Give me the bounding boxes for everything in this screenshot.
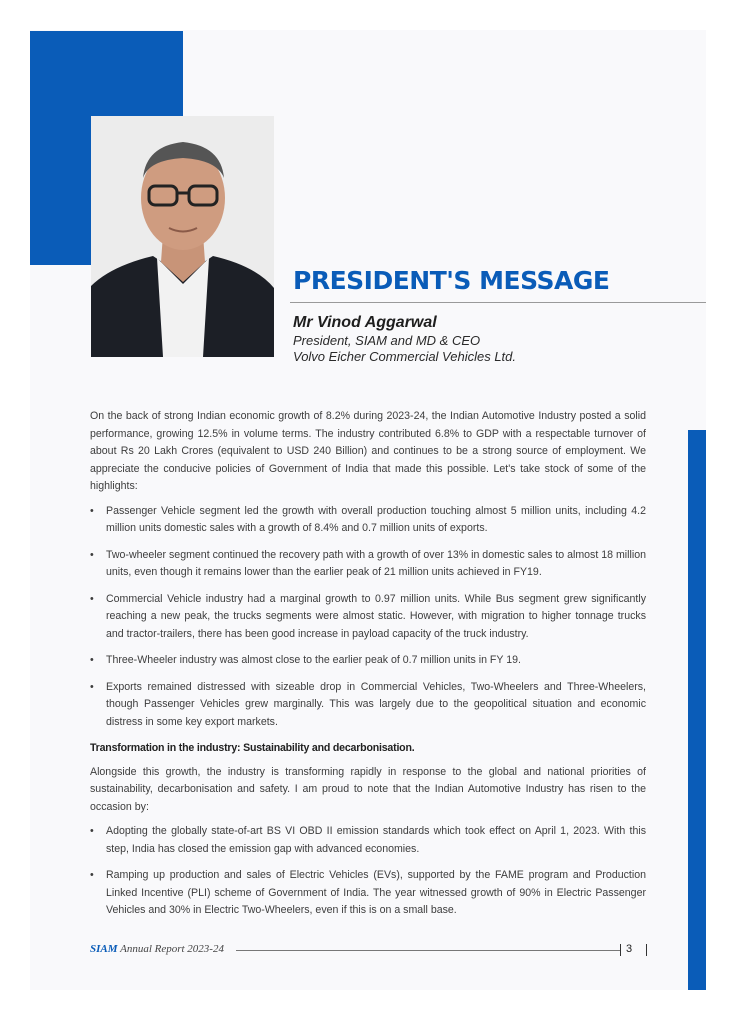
highlights-list [90, 503, 646, 732]
list-item: • Commercial Vehicle industry had a marginal growth to 0.97 million units. While Bus segment grew significantly reaching a new peak, the trucks segments were almost static. However, with migration to higher tonnage trucks and tractor-trailers, there has been good increase in payload capacity of the truck industry. [90, 592, 646, 640]
page-number: 3 [626, 943, 633, 955]
bullet-icon: • [90, 680, 94, 693]
message-body [90, 408, 646, 929]
footer-report-title: Annual Report 2023-24 [120, 943, 224, 955]
intro-paragraph: On the back of strong Indian economic growth of 8.2% during 2023-24, the Indian Automotive Industry posted a solid performance, growing 12.5% in volume terms. The industry contributed 6.8% to GDP with a respectable turnover of about Rs 20 Lakh Crores (equivalent to USD 240 Billion) and continues to be a strong source of employment. We appreciate the conducive policies of Government of India that made this possible. Let's take stock of some of the highlights: [90, 410, 646, 492]
role-line-1: President, SIAM and MD & CEO [293, 333, 481, 348]
footer-tick-right [646, 944, 647, 956]
bullet-icon: • [90, 825, 94, 837]
portrait-illustration [91, 116, 274, 357]
bullet-icon: • [90, 869, 94, 881]
list-item: • Ramping up production and sales of Electric Vehicles (EVs), supported by the FAME program and Production Linked Incentive (PLI) scheme of Government of India. The year witnessed growth of 90% in Electric Passenger Vehicles and 30% in Electric Two-Wheelers, even if this is on a small base. [90, 869, 646, 916]
bullet-icon: • [90, 592, 94, 605]
footer-tick-left [620, 944, 621, 956]
bullet-icon: • [90, 548, 94, 561]
president-name: Mr Vinod Aggarwal [293, 314, 437, 331]
page-title: PRESIDENT'S MESSAGE [293, 266, 610, 295]
footer-brand-name: SIAM [90, 943, 118, 955]
transformation-paragraph: Alongside this growth, the industry is transforming rapidly in response to the global and national priorities of sustainability, decarbonisation and safety. I am proud to note that the Indian Automotive Industry has risen to the occasion by: [90, 765, 646, 813]
bullet-icon: • [90, 504, 94, 517]
list-item: • Exports remained distressed with sizeable drop in Commercial Vehicles, Two-Wheelers and Three-Wheelers, though Passenger Vehicles grew marginally. This was largely due to the geopolitical situation and economic distress in some key export markets. [90, 680, 646, 728]
page-footer [90, 942, 650, 960]
transformation-list [90, 823, 646, 920]
decorative-side-bar [688, 430, 706, 990]
president-photo [91, 116, 274, 357]
section-subheading: Transformation in the industry: Sustainability and decarbonisation. [90, 742, 415, 754]
footer-brand [90, 943, 224, 955]
list-item: • Passenger Vehicle segment led the growth with overall production touching almost 5 million units, including 4.2 million units domestic sales with a growth of 8.4% and 0.7 million units of exports. [90, 504, 646, 534]
role-line-2: Volvo Eicher Commercial Vehicles Ltd. [293, 349, 517, 364]
president-role [293, 333, 516, 365]
list-item: • Two-wheeler segment continued the recovery path with a growth of over 13% in domestic sales to almost 18 million units, even though it remains lower than the earlier peak of 21 million units achieved in FY19. [90, 548, 646, 578]
title-divider [290, 302, 706, 303]
list-item: • Adopting the globally state-of-art BS VI OBD II emission standards which took effect on April 1, 2023. With this step, India has closed the emission gap with advanced economies. [90, 825, 646, 855]
bullet-icon: • [90, 654, 94, 666]
footer-divider [236, 950, 620, 951]
list-item: • Three-Wheeler industry was almost close to the earlier peak of 0.7 million units in FY 19. [90, 652, 646, 670]
